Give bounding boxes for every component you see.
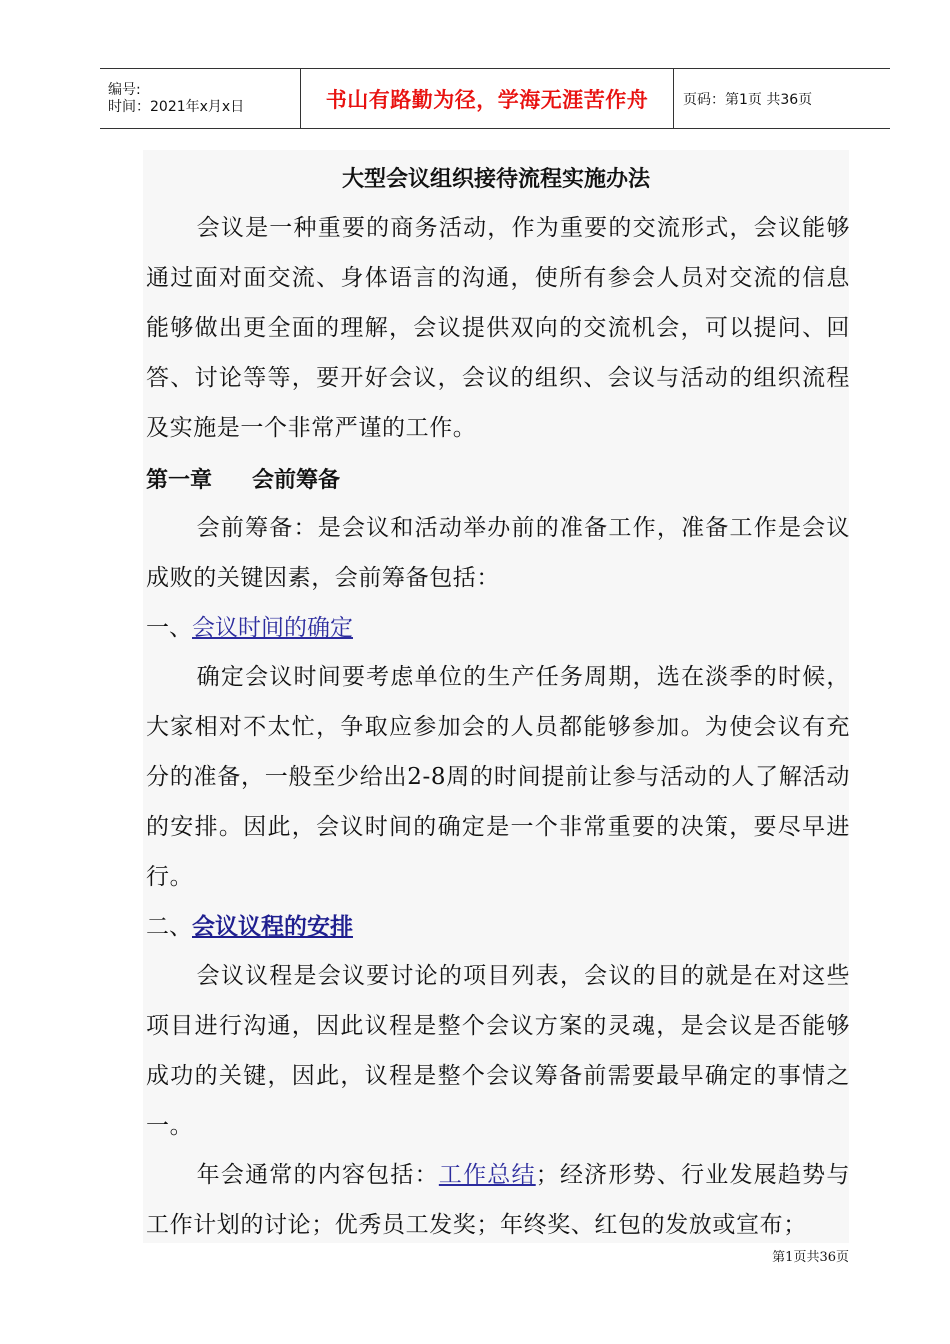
header-page-info: 页码：第1页 共36页 — [683, 91, 813, 108]
chapter-intro-text: 会前筹备：是会议和活动举办前的准备工作，准备工作是会议成败的关键因素，会前筹备包括： — [146, 515, 850, 591]
section-1-text: 确定会议时间要考虑单位的生产任务周期，选在淡季的时候，大家相对不太忙，争取应参加会的人员都能够参加。为使会议有充分的准备，一般至少给出2-8周的时间提前让参与活动的人了解活动的安排。因此，会议时间的确定是一个非常重要的决策，要尽早进行。 — [146, 664, 850, 890]
work-summary-link[interactable]: 工作总结 — [438, 1162, 536, 1188]
page-header — [100, 68, 890, 129]
section-heading-1 — [146, 603, 353, 653]
chapter-heading — [146, 455, 340, 505]
doc-number-label: 编号: — [108, 81, 141, 98]
doc-time-label: 时间：2021年x月x日 — [108, 98, 245, 115]
section-heading-2 — [146, 902, 353, 952]
chapter-name: 会前筹备 — [252, 467, 341, 493]
section-2-prefix: 二、 — [146, 914, 192, 940]
chapter-number: 第一章 — [146, 467, 213, 493]
intro-paragraph — [146, 203, 850, 453]
annual-text-after: ；经济形势、行业发展趋势与工作计划的讨论；优秀员工发奖；年终奖、红包的发放或宣布； — [146, 1162, 850, 1238]
section-2-link[interactable]: 会议议程的安排 — [192, 913, 353, 940]
section-2-paragraph — [146, 951, 850, 1151]
header-motto: 书山有路勤为径，学海无涯苦作舟 — [301, 69, 674, 128]
section-1-link[interactable]: 会议时间的确定 — [192, 615, 353, 641]
intro-text: 会议是一种重要的商务活动，作为重要的交流形式，会议能够通过面对面交流、身体语言的沟通，使所有参会人员对交流的信息能够做出更全面的理解，会议提供双向的交流机会，可以提问、回答、讨论等等，要开好会议，会议的组织、会议与活动的组织流程及实施是一个非常严谨的工作。 — [146, 215, 850, 441]
document-title: 大型会议组织接待流程实施办法 — [341, 166, 650, 192]
section-2-text: 会议议程是会议要讨论的项目列表，会议的目的就是在对这些项目进行沟通，因此议程是整个会议方案的灵魂，是会议是否能够成功的关键，因此，议程是整个会议筹备前需要最早确定的事情之一。 — [146, 963, 850, 1139]
page-footer: 第1页共36页 — [772, 1250, 849, 1265]
header-meta — [100, 69, 301, 128]
section-1-prefix: 一、 — [146, 615, 192, 641]
section-1-paragraph — [146, 652, 850, 902]
annual-text-before: 年会通常的内容包括： — [196, 1162, 439, 1188]
annual-paragraph — [146, 1150, 850, 1250]
chapter-intro-paragraph — [146, 503, 850, 603]
